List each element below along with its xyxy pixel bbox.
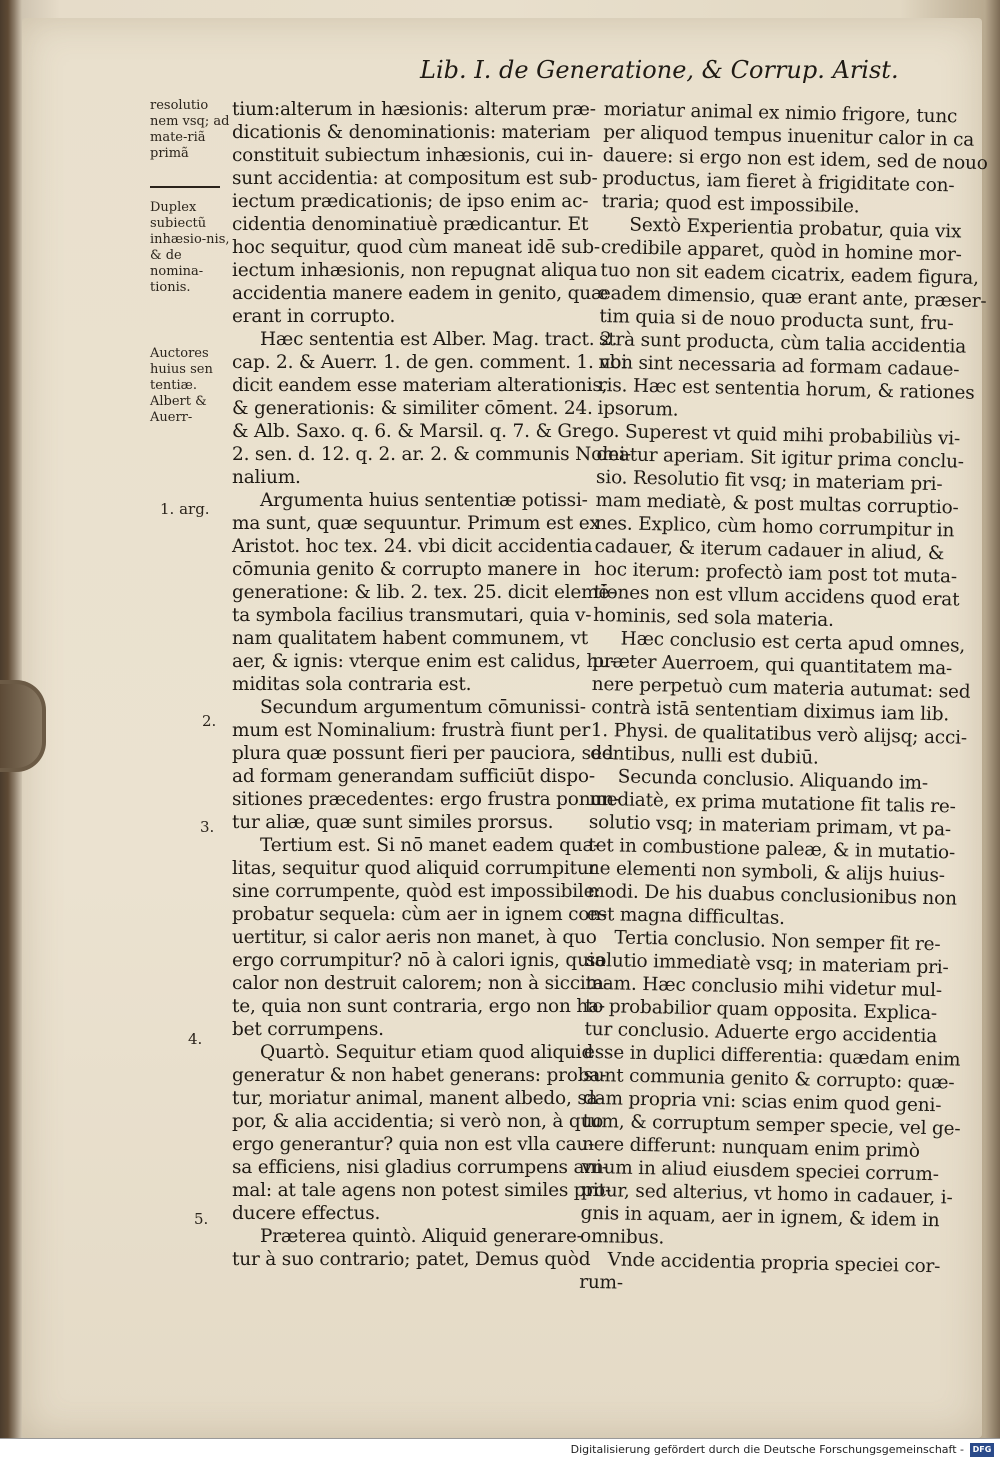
text-line: cadauer, & iterum cadauer in aliud, & [594,535,945,565]
argument-number: 2. [202,712,217,730]
text-line: bet corrumpens. [232,1019,384,1040]
text-line: sio. Resolutio fit vsq; in materiam pri- [595,466,943,496]
text-line: hominis, sed sola materia. [592,604,834,631]
text-line: Sextò Experientia probatur, quia vix [629,214,962,243]
left-margin-note: Auctores huius sen tentiæ. Albert & Auerr- [150,346,213,425]
text-line: non sint necessaria ad formam cadaue- [598,351,960,381]
text-line: deatur aperiam. Sit igitur prima conclu- [596,443,965,473]
text-line: sa efficiens, nisi gladius corrumpens ani- [232,1157,608,1178]
text-line: tur conclusio. Aduerte ergo accidentia [584,1018,938,1048]
text-line: Secunda conclusio. Aliquando im- [617,766,929,794]
digitization-footer [0,1438,1000,1462]
text-line: productus, iam fieret à frigiditate con- [602,167,955,197]
text-line: generatur & non habet generans: proba- [232,1065,607,1086]
argument-number: 1. arg. [160,500,210,518]
text-line: sunt communia genito & corrupto: quæ- [583,1064,955,1094]
left-margin-note: resolutio nem vsq; ad mate-riã primã [150,98,230,161]
text-line: 1. Physi. de qualitatibus verò alijsq; acci- [590,719,968,749]
text-line: dauere: si ergo non est idem, sed de nouo [602,144,988,175]
text-line: Vnde accidentia propria speciei cor- [607,1249,941,1278]
text-line: ris. Hæc est sententia horum, & rationes [597,374,975,404]
text-line: litas, sequitur quod aliquid corrumpitur [232,858,598,879]
text-line: cidentia denominatiuè prædicantur. Et [232,214,589,235]
text-line: hoc iterum: profectò iam post tot muta- [593,558,958,588]
text-line: solutio vsq; in materiam primam, vt pa- [588,811,952,841]
text-line: sunt accidentia: at compositum est sub- [232,168,598,189]
text-line: contrà istā sententiam diximus iam lib. [591,696,950,726]
text-line: & generationis: & similiter cōment. 24. [232,398,593,419]
text-line: nere perpetuò cum materia autumat: sed [591,673,971,703]
book-clasp [0,680,46,772]
text-line: præter Auerroem, qui quantitatem ma- [591,650,953,680]
text-line: tim quia si de nouo producta sunt, fru- [599,305,954,335]
text-line: traria; quod est impossibile. [601,190,860,218]
text-line: & Alb. Saxo. q. 6. & Marsil. q. 7. & Grego. [232,421,620,442]
text-line: mam mediatè, & post multas corruptio- [595,489,959,519]
text-line: pitur, sed alterius, vt homo in cadauer, i- [580,1179,953,1209]
footer-credit: Digitalisierung gefördert durch die Deutsche Forschungsgemeinschaft - [570,1443,964,1456]
text-line: iectum prædicationis; de ipso enim ac- [232,191,589,212]
text-line: rum- [578,1271,624,1294]
text-line: aer, & ignis: vterque enim est calidus, hu- [232,651,617,672]
text-line: per aliquod tempus inuenitur calor in ca [603,121,975,151]
right-text-column [578,98,988,1301]
argument-number: 5. [194,1210,209,1228]
text-line: est magna difficultas. [586,903,786,929]
text-line: Argumenta huius sententiæ potissi- [260,490,588,511]
text-line: hoc sequitur, quod cùm maneat idē sub- [232,237,600,258]
text-line: mal: at tale agens non potest similes pro- [232,1180,612,1201]
text-line: tur aliæ, quæ sunt similes prorsus. [232,812,554,833]
margin-rule [150,186,220,188]
dfg-logo: DFG [970,1443,994,1457]
text-line: Superest vt quid mihi probabiliùs vi- [624,421,961,450]
text-line: probatur sequela: cùm aer in ignem con- [232,904,608,925]
text-line: mediatè, ex prima mutatione fit talis re- [589,788,956,818]
text-line: dicationis & denominationis: materiam [232,122,591,143]
text-line: vnum in aliud eiusdem speciei corrum- [581,1156,939,1186]
text-line: nes. Explico, cùm homo corrumpitur in [594,512,955,542]
text-line: tium:alterum in hæsionis: alterum præ- [232,99,596,120]
text-line: nalium. [232,467,301,488]
text-line: eadem dimensio, quæ erant ante, præser- [599,282,987,313]
text-line: dicit eandem esse materiam alterationis, [232,375,608,396]
text-line: Hæc sententia est Alber. Mag. tract. 2. [260,329,618,350]
text-line: omnibus. [579,1225,665,1249]
text-line: nere differunt: nunquam enim primò [581,1133,921,1162]
text-line: tur à suo contrario; patet, Demus quòd [232,1249,591,1270]
text-line: gnis in aquam, aer in ignem, & idem in [580,1202,940,1232]
text-line: nam qualitatem habent communem, vt [232,628,588,649]
text-line: constituit subiectum inhæsionis, cui in- [232,145,594,166]
text-line: miditas sola contraria est. [232,674,472,695]
text-line: esse in duplici differentia: quædam enim [583,1041,961,1071]
text-line: por, & alia accidentia; si verò non, à quo [232,1111,604,1132]
left-margin-note: Duplex subiectũ inhæsio-nis, & de nomina-tionis. [150,200,230,295]
text-line: ergo corrumpitur? nō à calori ignis, quia [232,950,606,971]
text-line: ducere effectus. [232,1203,381,1224]
text-line: tum, & corruptum semper specie, vel ge- [582,1110,961,1140]
text-line: credibile apparet, quòd in homine mor- [600,236,962,266]
text-line: to probabilior quam opposita. Explica- [584,995,938,1025]
text-line: tiones non est vllum accidens quod erat [593,581,960,611]
text-line: dam propria vni: scias enim quod geni- [582,1087,942,1117]
text-line: dentibus, nulli est dubiū. [590,742,819,769]
text-line: Secundum argumentum cōmunissi- [260,697,586,718]
text-line: Præterea quintò. Aliquid generare- [260,1226,583,1247]
text-line: ad formam generandam sufficiūt dispo- [232,766,595,787]
text-line: erant in corrupto. [232,306,396,327]
text-line: ne elementi non symboli, & alijs huius- [587,857,946,887]
text-line: ipsorum. [597,397,679,421]
text-line: Tertium est. Si nō manet eadem qua- [260,835,600,856]
text-line: modi. De his duabus conclusionibus non [587,880,958,910]
text-line: mam. Hæc conclusio mihi videtur mul- [585,972,943,1002]
text-line: sine corrumpente, quòd est impossibile: [232,881,601,902]
text-line: 2. sen. d. 12. q. 2. ar. 2. & communis Nomi- [232,444,632,465]
text-line: sitiones præcedentes: ergo frustra ponun- [232,789,620,810]
text-line: strà sunt producta, cùm talia accidentia [598,328,967,358]
text-line: ma sunt, quæ sequuntur. Primum est ex [232,513,600,534]
text-line: cap. 2. & Auerr. 1. de gen. comment. 1. vbi [232,352,627,373]
text-line: solutio immediatè vsq; in materiam pri- [585,949,949,979]
text-line: cōmunia genito & corrupto manere in [232,559,581,580]
text-line: te, quia non sunt contraria, ergo non ha- [232,996,605,1017]
text-line: plura quæ possunt fieri per pauciora, sed [232,743,614,764]
text-line: ta symbola facilius transmutari, quia v- [232,605,592,626]
text-line: moriatur animal ex nimio frigore, tunc [603,98,958,128]
text-line: accidentia manere eadem in genito, quæ [232,283,609,304]
argument-number: 4. [188,1030,203,1048]
text-line: uertitur, si calor aeris non manet, à quo [232,927,597,948]
text-line: Hæc conclusio est certa apud omnes, [620,628,966,657]
text-line: calor non destruit calorem; non à siccita- [232,973,610,994]
text-line: mum est Nominalium: frustrà fiunt per [232,720,591,741]
text-line: ergo generantur? quia non est vlla cau- [232,1134,595,1155]
text-line: tur, moriatur animal, manent albedo, sa- [232,1088,604,1109]
text-line: Aristot. hoc tex. 24. vbi dicit accidentia [232,536,593,557]
running-head: Lib. I. de Generatione, & Corrup. Arist. [420,56,899,84]
text-line: Quartò. Sequitur etiam quod aliquid [260,1042,594,1063]
argument-number: 3. [200,818,215,836]
text-line: tuo non sit eadem cicatrix, eadem figura, [600,259,979,289]
text-line: Tertia conclusio. Non semper fit re- [614,927,941,956]
text-line: iectum inhæsionis, non repugnat aliqua [232,260,598,281]
text-line: tet in combustione paleæ, & in mutatio- [588,834,956,864]
text-line: generatione: & lib. 2. tex. 25. dicit elemē- [232,582,616,603]
